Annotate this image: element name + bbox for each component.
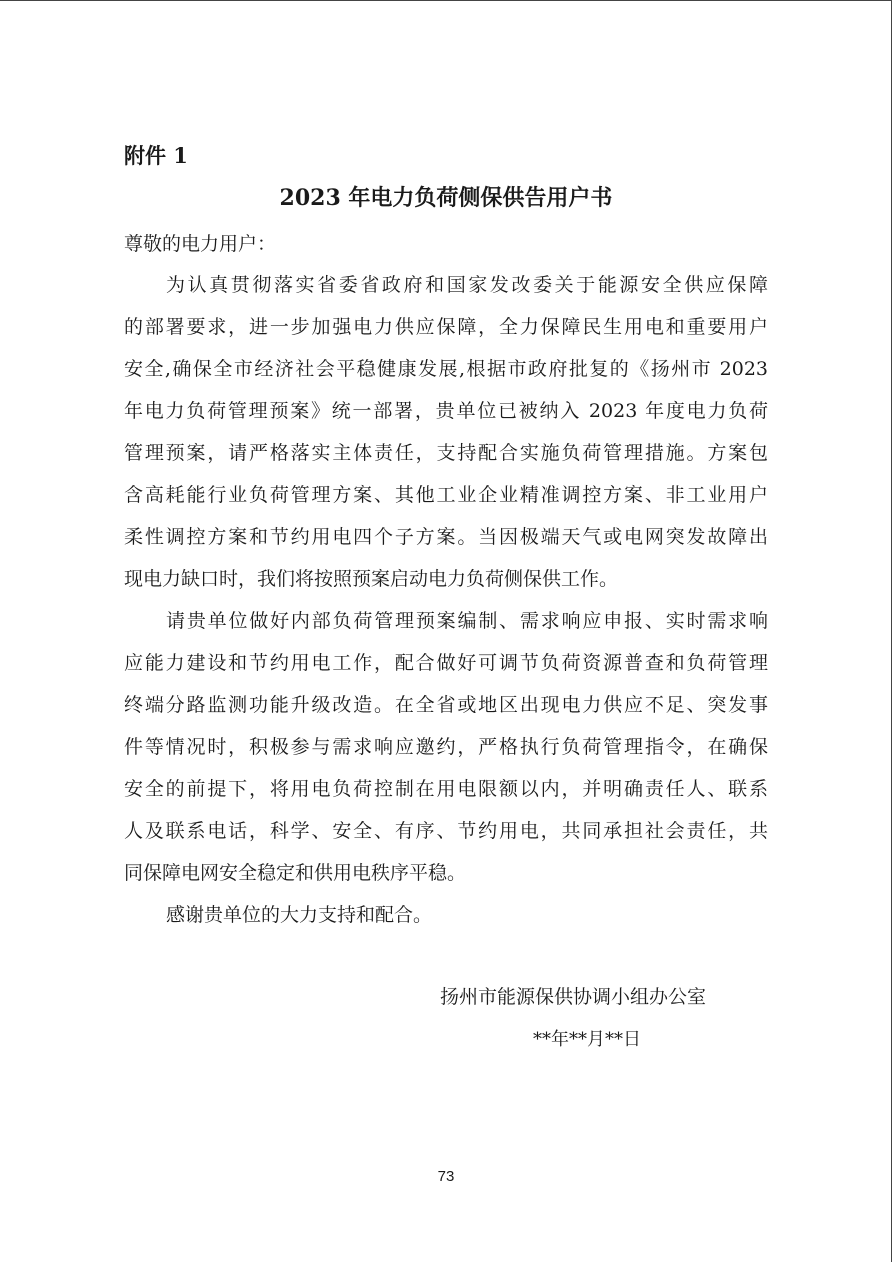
paragraph-1-line-7: 柔性调控方案和节约用电四个子方案。当因极端天气或电网突发故障出 [124,526,768,548]
paragraph-1-line-6: 含高耗能行业负荷管理方案、其他工业企业精准调控方案、非工业用户 [124,484,768,506]
paragraph-1-line-2: 的部署要求，进一步加强电力供应保障，全力保障民生用电和重要用户 [124,316,768,338]
paragraph-2-line-6: 人及联系电话，科学、安全、有序、节约用电，共同承担社会责任，共 [124,820,768,842]
paragraph-1-line-5: 管理预案，请严格落实主体责任，支持配合实施负荷管理措施。方案包 [124,442,768,464]
paragraph-2-line-4: 件等情况时，积极参与需求响应邀约，严格执行负荷管理指令，在确保 [124,736,768,758]
signature-date: **年**月**日 [533,1029,641,1050]
paragraph-1-line-8: 现电力缺口时，我们将按照预案启动电力负荷侧保供工作。 [124,568,619,590]
paragraph-1-line-3: 安全,确保全市经济社会平稳健康发展,根据市政府批复的《扬州市 2023 [124,358,768,380]
document-title: 2023 年电力负荷侧保供告用户书 [279,185,613,211]
greeting: 尊敬的电力用户： [124,233,277,255]
paragraph-1-line-1: 为认真贯彻落实省委省政府和国家发改委关于能源安全供应保障 [166,274,768,296]
paragraph-3-line-1: 感谢贵单位的大力支持和配合。 [166,904,433,926]
paragraph-2-line-2: 应能力建设和节约用电工作，配合做好可调节负荷资源普查和负荷管理 [124,652,768,674]
page-number: 73 [437,1168,455,1185]
signature: 扬州市能源保供协调小组办公室 [440,986,707,1008]
paragraph-2-line-5: 安全的前提下，将用电负荷控制在用电限额以内，并明确责任人、联系 [124,778,768,800]
paragraph-2-line-3: 终端分路监测功能升级改造。在全省或地区出现电力供应不足、突发事 [124,694,768,716]
paragraph-1-line-4: 年电力负荷管理预案》统一部署，贵单位已被纳入 2023 年度电力负荷 [124,400,768,422]
attachment-label: 附件 1 [124,143,188,168]
paragraph-2-line-7: 同保障电网安全稳定和供用电秩序平稳。 [124,862,467,884]
paragraph-2-line-1: 请贵单位做好内部负荷管理预案编制、需求响应申报、实时需求响 [166,610,768,632]
